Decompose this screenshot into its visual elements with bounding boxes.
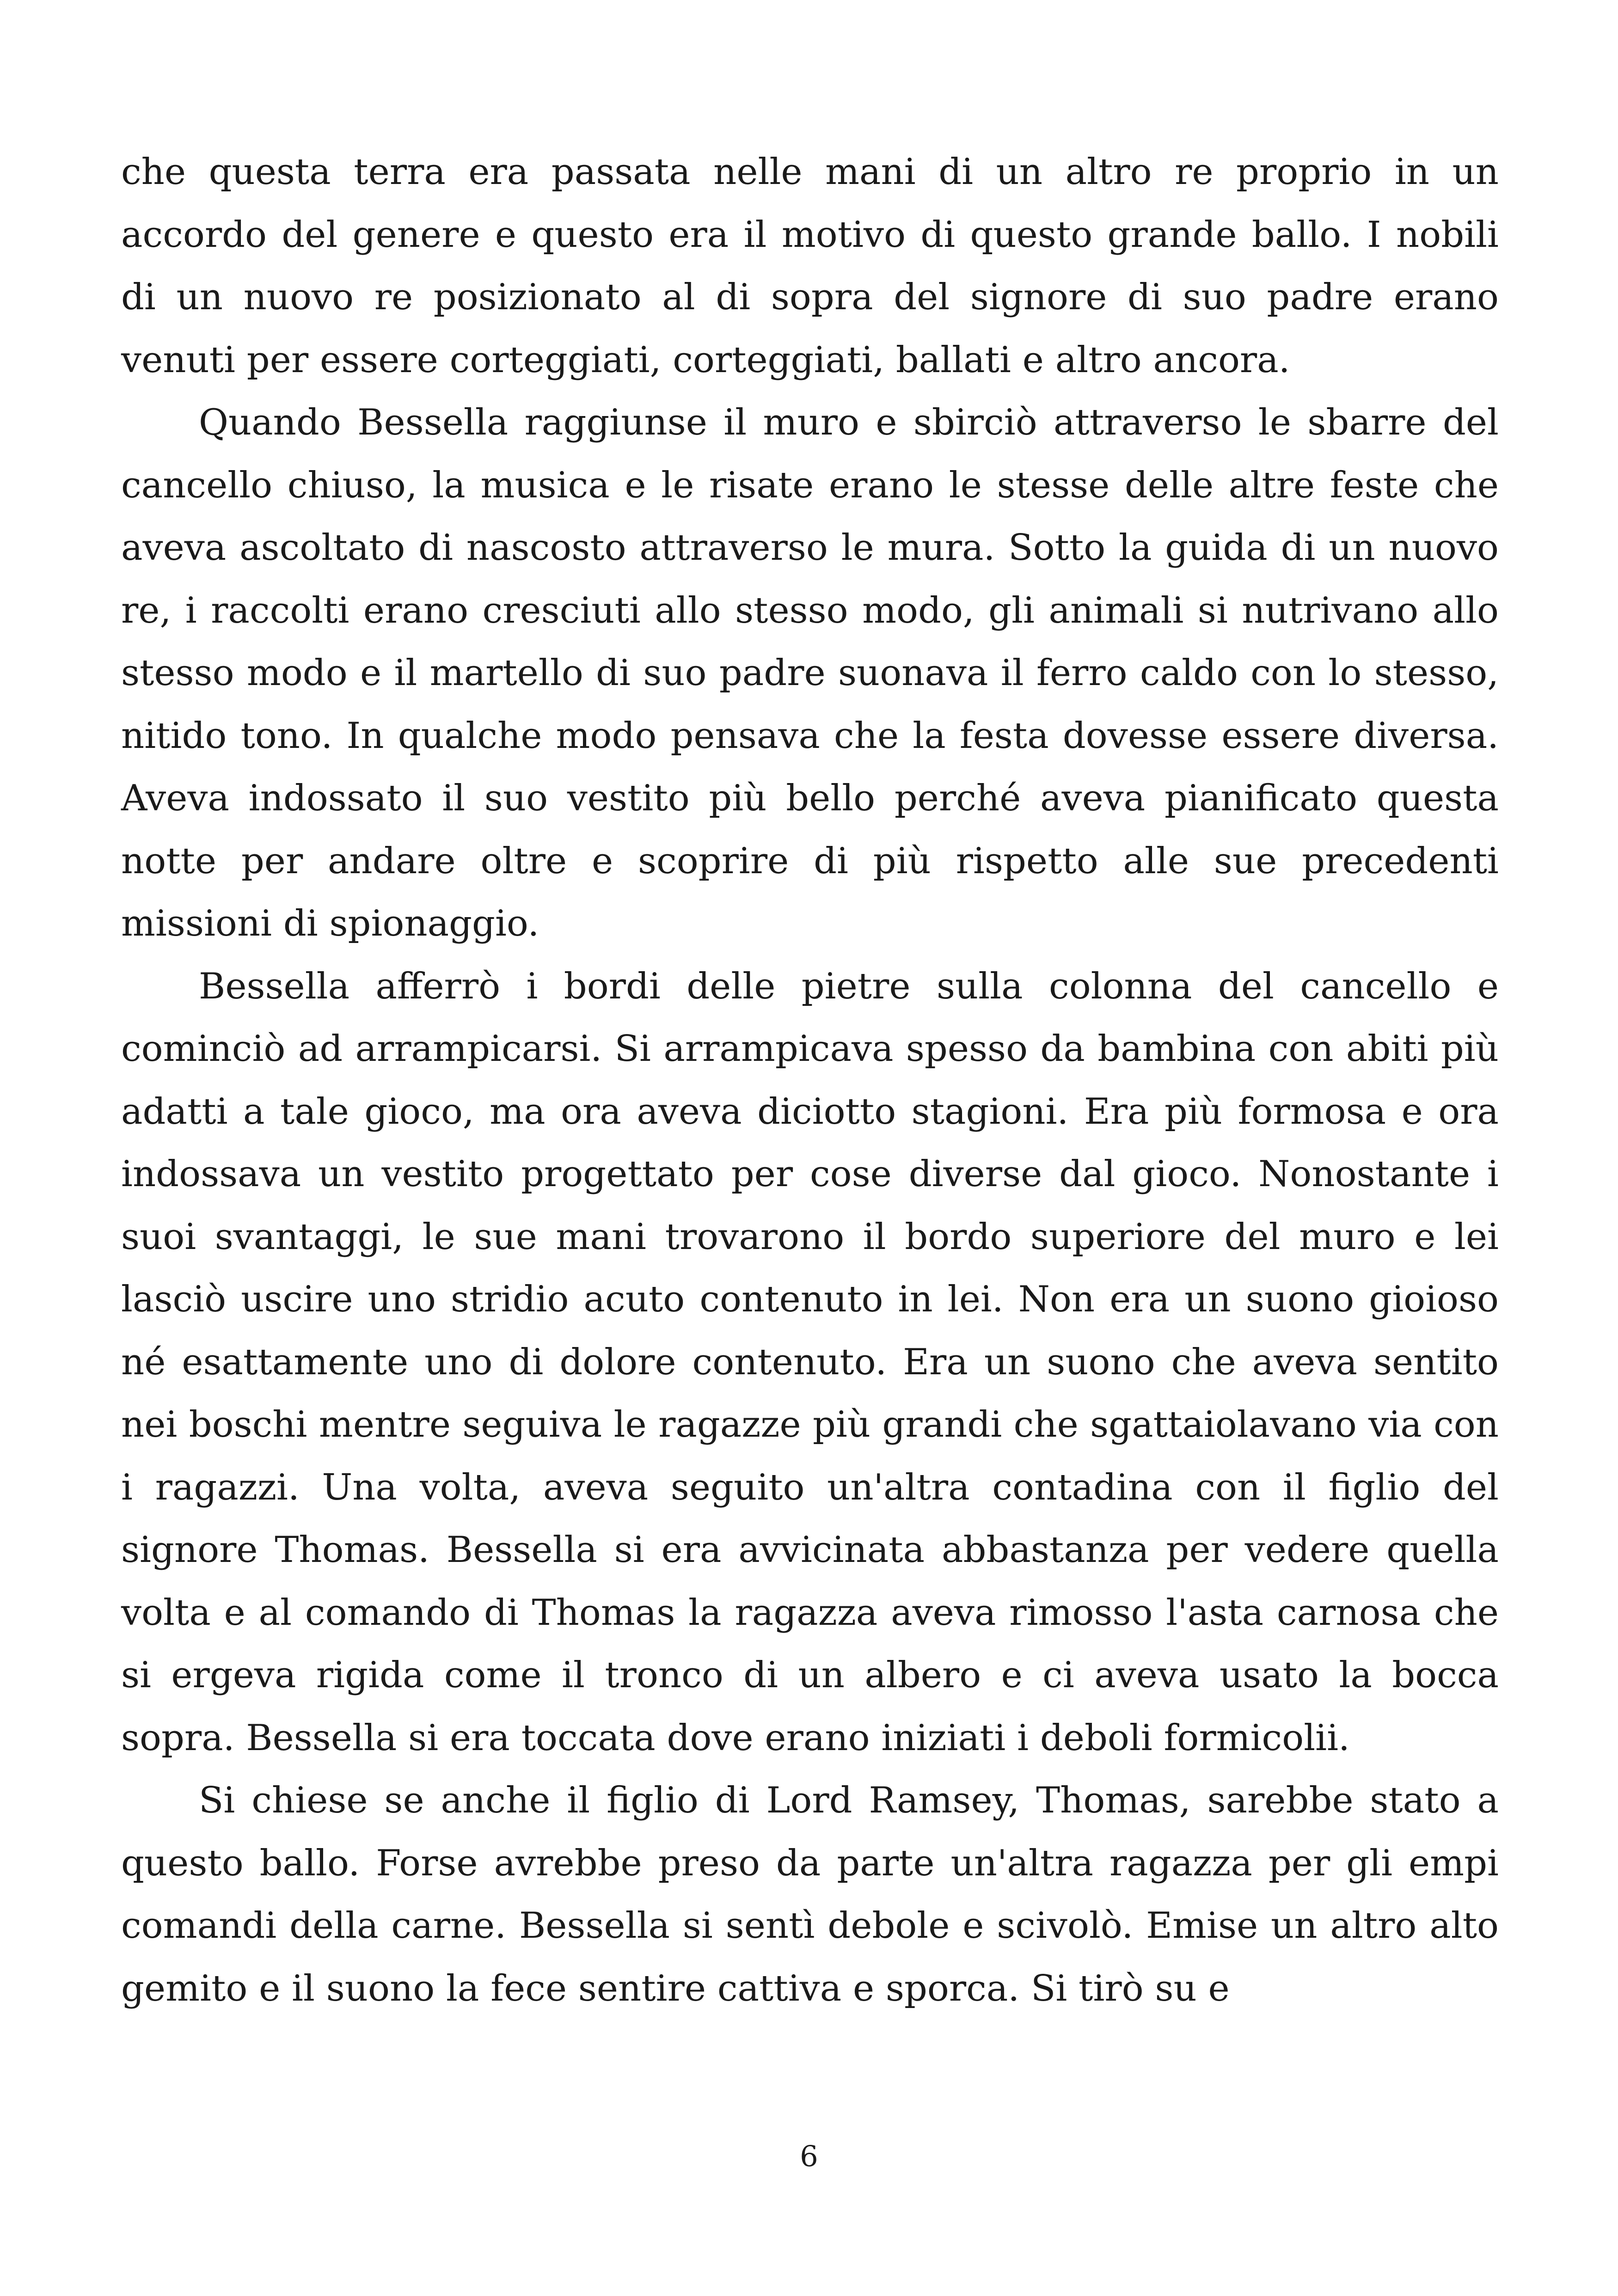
- paragraph-4: Si chiese se anche il figlio di Lord Ramsey, Thomas, sarebbe stato a questo ballo. Forse avrebbe preso da parte un'altra ragazza per gli empi comandi della carne. Bessella si sentì debole e scivolò. Emise un altro alto gemito e il suono la fece sentire cattiva e sporca. Si tirò su e: [121, 1780, 1499, 2009]
- paragraph-2: Quando Bessella raggiunse il muro e sbirciò attraverso le sbarre del cancello chiuso, la musica e le risate erano le stesse delle altre feste che aveva ascoltato di nascosto attraverso le mura. Sotto la guida di un nuovo re, i raccolti erano cresciuti allo stesso modo, gli animali si nutrivano allo stesso modo e il martello di suo padre suonava il ferro caldo con lo stesso, nitido tono. In qualche modo pensava che la festa dovesse essere diversa. Aveva indossato il suo vestito più bello perché aveva pianificato questa notte per andare oltre e scoprire di più rispetto alle sue precedenti missioni di spionaggio.: [121, 402, 1499, 944]
- paragraph-3: Bessella afferrò i bordi delle pietre sulla colonna del cancello e cominciò ad arrampicarsi. Si arrampicava spesso da bambina con abiti più adatti a tale gioco, ma ora aveva diciotto stagioni. Era più formosa e ora indossava un vestito progettato per cose diverse dal gioco. Nonostante i suoi svantaggi, le sue mani trovarono il bordo superiore del muro e lei lasciò uscire uno stridio acuto contenuto in lei. Non era un suono gioioso né esattamente uno di dolore contenuto. Era un suono che aveva sentito nei boschi mentre seguiva le ragazze più grandi che sgattaiolavano via con i ragazzi. Una volta, aveva seguito un'altra contadina con il figlio del signore Thomas. Bessella si era avvicinata abbastanza per vedere quella volta e al comando di Thomas la ragazza aveva rimosso l'asta carnosa che si ergeva rigida come il tronco di un albero e ci aveva usato la bocca sopra. Bessella si era toccata dove erano iniziati i deboli formicolii.: [121, 965, 1499, 1759]
- page-number: 6: [800, 2139, 818, 2173]
- page-body: [121, 141, 1499, 2020]
- paragraph-1: che questa terra era passata nelle mani di un altro re proprio in un accordo del genere e questo era il motivo di questo grande ballo. I nobili di un nuovo re posizionato al di sopra del signore di suo padre erano venuti per essere corteggiati, corteggiati, ballati e altro ancora.: [121, 151, 1499, 381]
